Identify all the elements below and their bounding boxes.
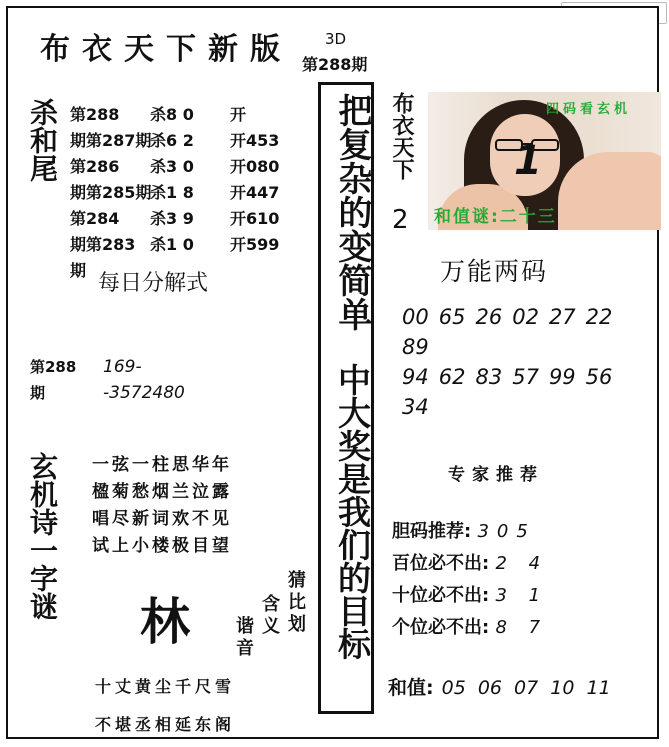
- poem-line: 唱尽新词欢不见: [92, 509, 232, 529]
- tip-row: [392, 548, 548, 580]
- page-title: 布衣天下新版: [40, 32, 292, 67]
- lottery-type: 3D: [325, 30, 347, 48]
- formula-issue: [30, 354, 76, 406]
- slogan-box: [318, 82, 374, 714]
- formula-line: -3572480: [103, 383, 185, 403]
- slogan-line-a: 把复杂的变简单: [332, 93, 372, 331]
- poem-lines: [92, 452, 232, 560]
- poem-line: 楹菊愁烟兰泣露: [92, 482, 232, 502]
- sum-values: 05 06 07 10 11: [441, 677, 611, 699]
- open-value: 开610: [230, 209, 280, 228]
- kill-value: 杀3 9: [150, 209, 194, 228]
- bottom-verse: 十丈黄尘千尺雪: [95, 677, 236, 696]
- tip-label: 百位必不出:: [392, 553, 490, 574]
- code: 65: [438, 305, 466, 329]
- bottom-verse: 不堪丞相延东阁: [95, 715, 236, 734]
- tip-value: 305: [477, 521, 536, 542]
- formula-issue-line: 第288: [30, 358, 77, 376]
- poem-line: 试上小楼极目望: [92, 536, 232, 556]
- tip-row: [392, 516, 548, 548]
- code: 22: [585, 305, 613, 329]
- kill-row: [70, 154, 300, 180]
- code: 27: [548, 305, 576, 329]
- kill-row: [70, 206, 300, 232]
- codes-row: [402, 362, 622, 392]
- tip-label: 个位必不出:: [392, 617, 490, 638]
- code: 00: [402, 305, 429, 329]
- open-value: 开453: [230, 131, 280, 150]
- codes-block: [402, 302, 622, 422]
- formula-text: [103, 354, 185, 406]
- hint-homophone: 谐: [236, 616, 254, 637]
- kill-table: [70, 102, 300, 284]
- issue-number: 第288期: [302, 55, 368, 74]
- kill-row: [70, 232, 300, 258]
- open-value: 开080: [230, 157, 280, 176]
- photo-number: 1: [514, 138, 542, 184]
- kill-value: 杀6 2: [150, 131, 194, 150]
- slogan-line-b: 中大奖是我们的目标: [333, 363, 372, 660]
- tip-row: [392, 612, 548, 644]
- code: 99: [548, 365, 576, 389]
- code: 57: [512, 365, 539, 389]
- kill-value: 杀8 0: [150, 105, 194, 124]
- expert-title: 专家推荐: [448, 465, 544, 485]
- kill-issue: 第288: [70, 105, 120, 124]
- codes-row: [402, 302, 622, 332]
- kill-row: [70, 180, 300, 206]
- sum-values-line: [388, 673, 611, 700]
- poem-line: 一弦一柱思华年: [92, 455, 232, 475]
- kill-section-label: 杀和尾: [26, 98, 59, 182]
- kill-value: 杀1 0: [150, 235, 194, 254]
- right-number: 2: [392, 205, 409, 235]
- codes-row: [402, 392, 622, 422]
- tip-row: [392, 580, 548, 612]
- expert-tips: [392, 516, 548, 644]
- code: 83: [475, 365, 503, 389]
- code: 02: [512, 305, 539, 329]
- kill-row: [70, 102, 300, 128]
- kill-issue-trailing: 期: [70, 261, 87, 280]
- kill-issue: 第284: [70, 209, 120, 228]
- code: 34: [402, 395, 429, 419]
- hint-draw: 划: [288, 614, 306, 635]
- tip-value: 8 7: [495, 617, 549, 638]
- model-photo: [428, 92, 661, 230]
- poem-label: 玄机诗一字谜: [26, 452, 59, 620]
- sum-riddle: 和值谜:二十三: [434, 207, 557, 227]
- hint-guess: 猜: [288, 570, 306, 591]
- kill-issue: 第286: [70, 157, 120, 176]
- bottom-verses: [95, 668, 235, 744]
- kill-value: 杀3 0: [150, 157, 194, 176]
- codes-row: [402, 332, 622, 362]
- kill-value: 杀1 8: [150, 183, 194, 202]
- kill-issue: 期第285期: [70, 183, 152, 202]
- tip-label: 胆码推荐:: [392, 521, 472, 542]
- open-value: 开: [230, 105, 247, 124]
- open-value: 开599: [230, 235, 280, 254]
- sum-label: 和值:: [388, 677, 434, 699]
- code: 26: [475, 305, 503, 329]
- tip-value: 2 4: [495, 553, 549, 574]
- code: 56: [585, 365, 613, 389]
- hint-meaning: 义: [262, 616, 280, 637]
- formula-line: 169-: [103, 357, 142, 377]
- hint-sound: 音: [236, 638, 254, 659]
- tip-value: 3 1: [495, 585, 549, 606]
- daily-formula-title: 每日分解式: [98, 271, 209, 296]
- right-vertical-label: 布衣天下: [389, 92, 415, 180]
- riddle-answer: 林: [140, 592, 190, 651]
- wanneng-title: 万能两码: [440, 257, 549, 286]
- code: 62: [438, 365, 466, 389]
- formula-issue-line: 期: [30, 384, 46, 402]
- code: 94: [402, 365, 429, 389]
- tip-label: 十位必不出:: [392, 585, 490, 606]
- hint-compare: 比: [288, 592, 306, 613]
- kill-row: [70, 128, 300, 154]
- open-value: 开447: [230, 183, 280, 202]
- kill-issue: 期第287期: [70, 131, 152, 150]
- photo-caption: 四码看玄机: [545, 102, 631, 117]
- code: 89: [402, 335, 429, 359]
- kill-issue: 期第283: [70, 235, 136, 254]
- hint-contain: 含: [262, 594, 280, 615]
